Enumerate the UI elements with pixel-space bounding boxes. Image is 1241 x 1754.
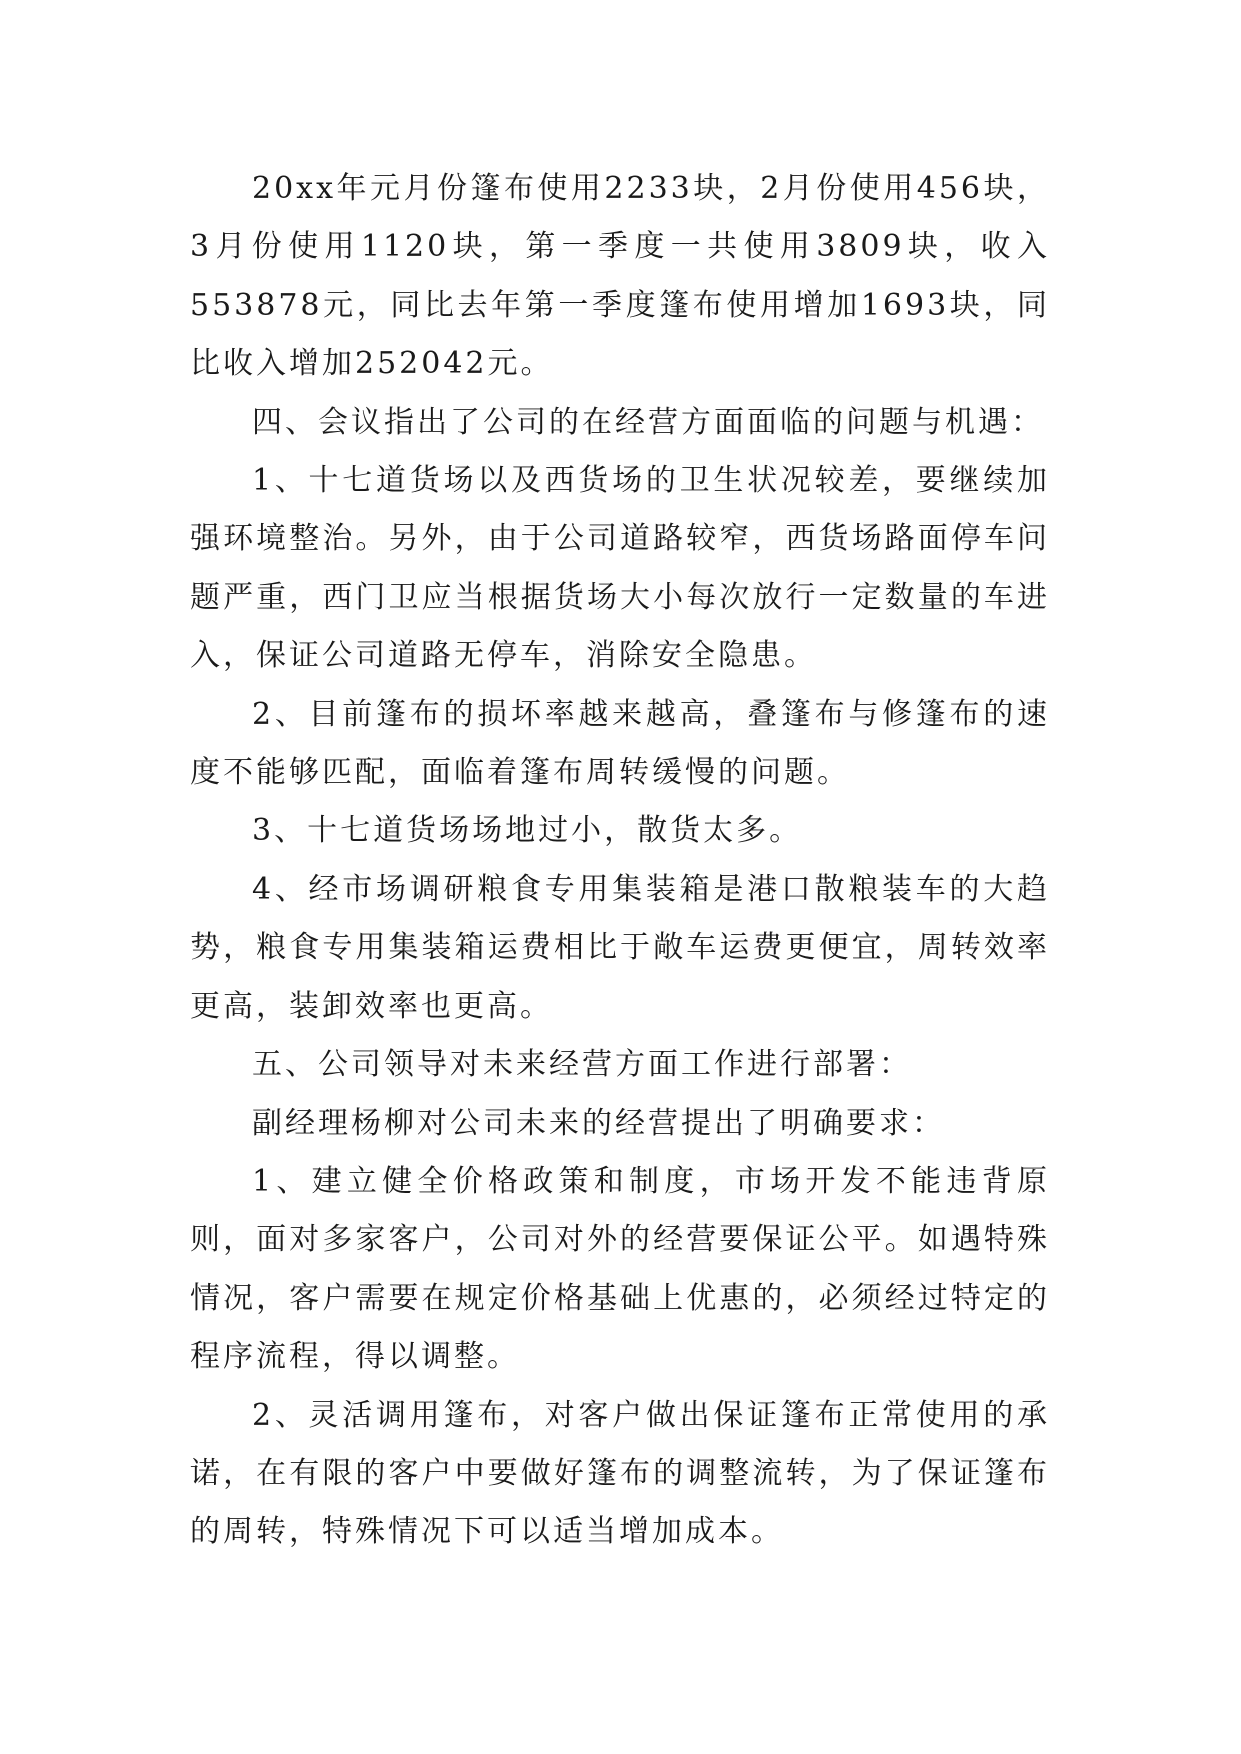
paragraph-requirement-2: 2、灵活调用篷布，对客户做出保证篷布正常使用的承诺，在有限的客户中要做好篷布的调整流转，为了保证篷布的周转，特殊情况下可以适当增加成本。: [190, 1397, 1050, 1550]
paragraph-issue-1: 1、十七道货场以及西货场的卫生状况较差，要继续加强环境整治。另外，由于公司道路较窄，西货场路面停车问题严重，西门卫应当根据货场大小每次放行一定数量的车进入，保证公司道路无停车，消除安全隐患。: [190, 463, 1050, 674]
paragraph-usage-stats: 20xx年元月份篷布使用2233块，2月份使用456块，3月份使用1120块，第一季度一共使用3809块，收入553878元，同比去年第一季度篷布使用增加1693块，同比收入增加252042元。: [190, 171, 1050, 382]
heading-section-four: 四、会议指出了公司的在经营方面面临的问题与机遇：: [252, 404, 1044, 440]
paragraph-requirement-1: 1、建立健全价格政策和制度，市场开发不能违背原则，面对多家客户，公司对外的经营要保证公平。如遇特殊情况，客户需要在规定价格基础上优惠的，必须经过特定的程序流程，得以调整。: [190, 1163, 1050, 1375]
paragraph-issue-2: 2、目前篷布的损坏率越来越高，叠篷布与修篷布的速度不能够匹配，面临着篷布周转缓慢的问题。: [190, 696, 1050, 791]
paragraph-issue-4: 4、经市场调研粮食专用集装箱是港口散粮装车的大趋势，粮食专用集装箱运费相比于敞车运费更便宜，周转效率更高，装卸效率也更高。: [190, 871, 1050, 1024]
document-body: [190, 160, 1050, 1562]
heading-section-five: 五、公司领导对未来经营方面工作进行部署：: [252, 1047, 912, 1083]
paragraph-manager-intro: 副经理杨柳对公司未来的经营提出了明确要求：: [252, 1105, 945, 1141]
paragraph-issue-3: 3、十七道货场场地过小，散货太多。: [252, 813, 803, 849]
